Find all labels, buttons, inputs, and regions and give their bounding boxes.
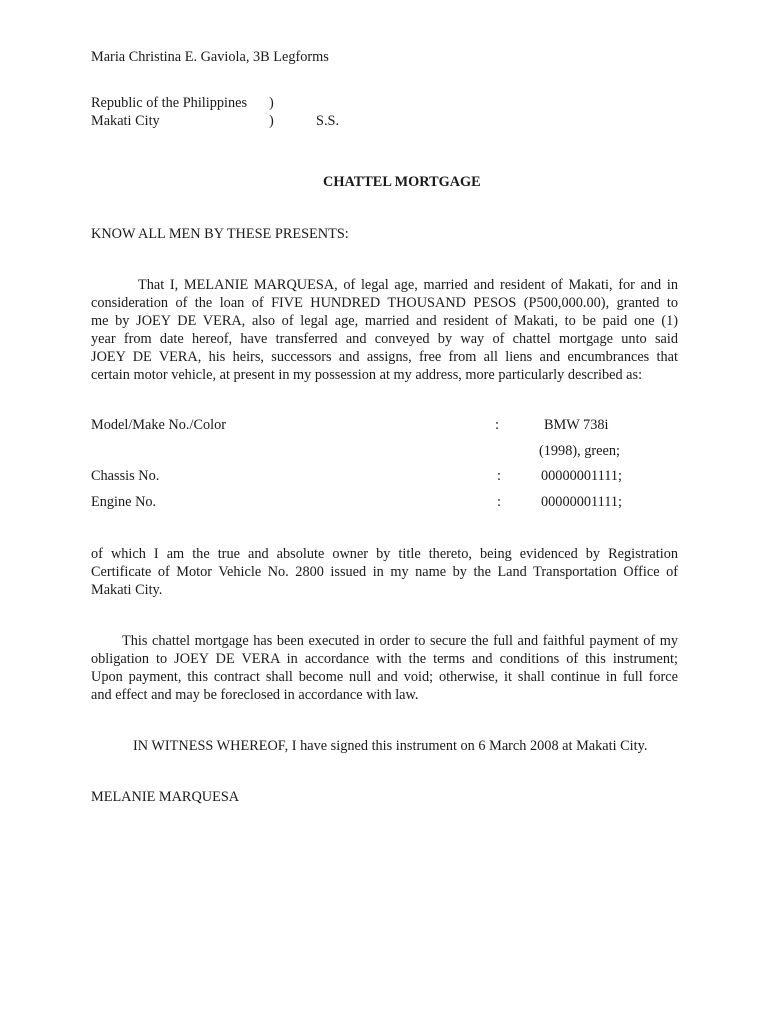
paragraph-ownership: [91, 545, 678, 599]
paragraph-line: year from date hereof, have transferred and conveyed by way of chattel mortgage unto said: [91, 331, 678, 347]
opening-clause: KNOW ALL MEN BY THESE PRESENTS:: [91, 226, 349, 242]
paragraph-consideration: [91, 276, 678, 384]
chassis-label: Chassis No.: [91, 468, 160, 484]
venue-ss: S.S.: [316, 113, 340, 129]
document-title: CHATTEL MORTGAGE: [323, 174, 481, 190]
paragraph-line: me by JOEY DE VERA, also of legal age, married and resident of Makati, to be paid one (1): [91, 313, 678, 329]
paragraph-line: Upon payment, this contract shall become null and void; otherwise, it shall continue in full force: [91, 669, 678, 685]
paragraph-obligation: [91, 632, 678, 704]
paragraph-line: Certificate of Motor Vehicle No. 2800 issued in my name by the Land Transportation Office of: [91, 564, 678, 580]
venue-paren: ): [269, 95, 274, 111]
venue-republic: Republic of the Philippines: [91, 95, 248, 111]
paragraph-line: certain motor vehicle, at present in my possession at my address, more particularly described as:: [91, 367, 643, 383]
paragraph-line: consideration of the loan of FIVE HUNDRED THOUSAND PESOS (P500,000.00), granted to: [91, 295, 678, 311]
paragraph-line: JOEY DE VERA, his heirs, successors and assigns, free from all liens and encumbrances that: [91, 349, 678, 365]
model-colon: :: [495, 417, 499, 433]
paragraph-line: and effect and may be foreclosed in accordance with law.: [91, 687, 419, 703]
model-value: BMW 738i: [544, 417, 609, 433]
author-line: Maria Christina E. Gaviola, 3B Legforms: [91, 49, 329, 65]
engine-colon: :: [497, 494, 501, 510]
signatory-name: MELANIE MARQUESA: [91, 789, 240, 805]
paragraph-line: Makati City.: [91, 582, 163, 598]
engine-value: 00000001111;: [541, 494, 623, 510]
witness-clause: IN WITNESS WHEREOF, I have signed this instrument on 6 March 2008 at Makati City.: [133, 738, 648, 754]
chassis-value: 00000001111;: [541, 468, 623, 484]
paragraph-line: obligation to JOEY DE VERA in accordance with the terms and conditions of this instrument;: [91, 651, 678, 667]
venue-paren: ): [269, 113, 274, 129]
paragraph-line: This chattel mortgage has been executed in order to secure the full and faithful payment of my: [122, 633, 678, 649]
chassis-colon: :: [497, 468, 501, 484]
paragraph-line: of which I am the true and absolute owner by title thereto, being evidenced by Registration: [91, 546, 678, 562]
venue-city: Makati City: [91, 113, 160, 129]
paragraph-line: That I, MELANIE MARQUESA, of legal age, married and resident of Makati, for and in: [138, 277, 678, 293]
model-value-continued: (1998), green;: [539, 443, 620, 459]
engine-label: Engine No.: [91, 494, 157, 510]
model-label: Model/Make No./Color: [91, 417, 227, 433]
